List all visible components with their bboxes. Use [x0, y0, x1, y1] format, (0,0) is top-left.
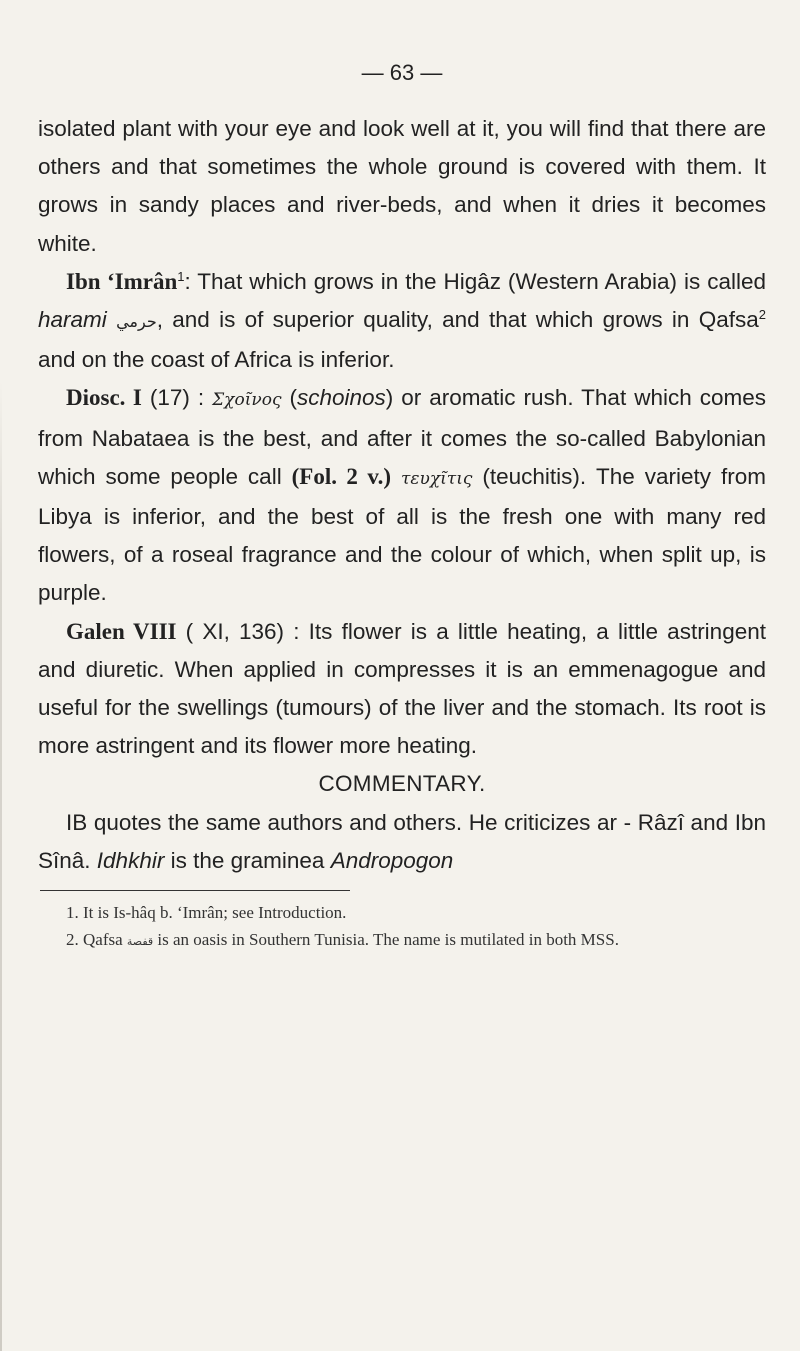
paragraph-text: , and is of superior quality, and that which grows in Qafsa: [156, 307, 759, 333]
paragraph-commentary: [38, 804, 766, 880]
footnotes: [38, 899, 766, 955]
paragraph-text: (: [281, 385, 297, 411]
greek-word: τευχῖτις: [400, 468, 473, 489]
paragraph-text: and on the coast of Africa is inferior.: [38, 347, 395, 373]
author-name: Diosc. I: [66, 385, 142, 411]
section-heading: COMMENTARY.: [318, 771, 486, 797]
page-number: — 63 —: [361, 60, 443, 85]
footnote-text: Qafsa: [83, 930, 127, 950]
body-text: [38, 110, 766, 880]
arabic-word: حرمي: [116, 312, 157, 332]
page-edge-shadow: [0, 380, 2, 1351]
paragraph-text: ) or aromatic rush. That which comes from Nabataea is the best, and after it comes the so-called Babylonian which some people call: [38, 385, 766, 489]
paragraph-text: (teuchitis). The variety from Libya is inferior, and the best of all is the fresh one with many red flowers, of a roseal fragrance and the colour of which, when split up, is purple.: [38, 463, 766, 606]
italic-term: Idhkhir: [96, 847, 165, 873]
greek-word: Σχοῖνος: [212, 390, 282, 411]
paragraph-galen: [38, 613, 766, 766]
document-page: [38, 0, 766, 955]
author-name: Galen VIII: [66, 618, 177, 644]
paragraph-text: IB quotes the same authors and others. He criticizes ar - Râzî and Ibn Sînâ.: [38, 809, 766, 873]
paragraph-continuation: [38, 110, 766, 263]
paragraph-text: is the graminea: [164, 847, 331, 873]
paragraph-text: (17) :: [141, 385, 213, 411]
paragraph-ibn-imran: [38, 263, 766, 380]
italic-term: Andropogon: [330, 847, 454, 873]
footnote-text: It is Is-hâq b. ‘Imrân; see Introduction.: [83, 903, 347, 923]
paragraph-dioscorides: [38, 379, 766, 612]
footnote-number: 2.: [66, 930, 79, 950]
paragraph-text: : That which grows in the Higâz (Western Arabia) is called: [184, 268, 766, 294]
footnote-1: [38, 899, 766, 926]
arabic-word: قفصة: [126, 935, 154, 949]
paragraph-text: isolated plant with your eye and look well at it, you will find that there are others and that sometimes the whole ground is covered with them. It grows in sandy places and river-beds, and when it dries it becomes white.: [38, 116, 766, 256]
author-name: Ibn ‘Imrân: [66, 268, 178, 294]
footnote-marker: 2: [758, 307, 766, 323]
paragraph-text: ( XI, 136) : Its flower is a little heating, a little astringent and diuretic. When applied in compresses it is an emmenagogue and useful for the swellings (tumours) of the liver and the stomach. Its root is more astringent and its flower more heating.: [38, 618, 766, 759]
folio-reference: (Fol. 2 v.): [291, 463, 392, 489]
footnote-text: is an oasis in Southern Tunisia. The name is mutilated in both MSS.: [153, 930, 619, 950]
italic-term: harami: [38, 307, 107, 333]
footnote-number: 1.: [66, 903, 79, 923]
footnote-rule: [40, 890, 350, 891]
footnote-2: [38, 926, 766, 955]
italic-term: schoinos: [296, 385, 386, 411]
footnote-marker: 1: [177, 268, 185, 284]
